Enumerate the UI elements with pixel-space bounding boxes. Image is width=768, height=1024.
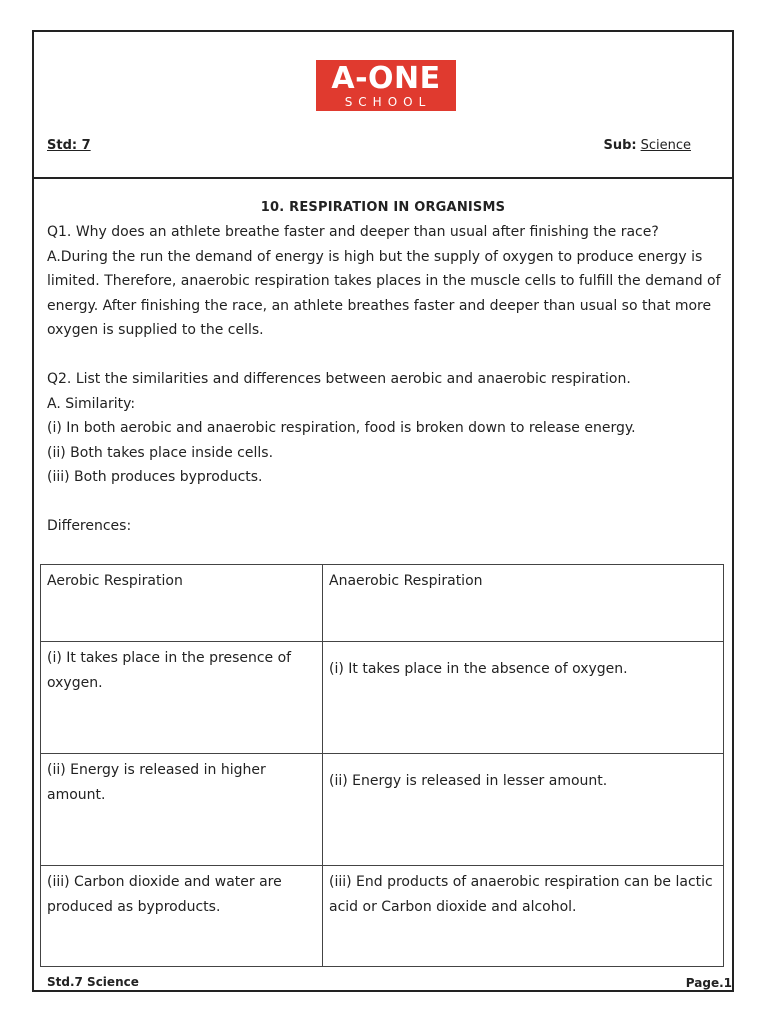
q1-answer: A.During the run the demand of energy is high but the supply of oxygen to produce energy is limited. Therefore, anaerobic respiration takes places in the muscle cells to fulfill the demand of energy. After finishing the race, an athlete breathes faster and deeper than usual so that more oxygen is supplied to the cells.	[47, 248, 721, 338]
q2-question: Q2. List the similarities and differences between aerobic and anaerobic respiration.	[47, 371, 631, 387]
table-cell: (iii) Carbon dioxide and water are produced as byproducts.	[41, 866, 323, 967]
similarity-item: (iii) Both produces byproducts.	[47, 469, 263, 485]
body-text	[47, 220, 727, 539]
table-cell: (ii) Energy is released in higher amount.	[41, 754, 323, 866]
similarity-item: (ii) Both takes place inside cells.	[47, 444, 274, 461]
table-header-row	[41, 565, 724, 642]
q1-question: Q1. Why does an athlete breathe faster and deeper than usual after finishing the race?	[47, 224, 659, 240]
subject-key: Sub:	[603, 138, 637, 153]
subject-value: Science	[640, 138, 691, 153]
table-cell: (iii) End products of anaerobic respiration can be lactic acid or Carbon dioxide and alcohol.	[323, 866, 724, 967]
page-number: Page.1	[685, 976, 732, 990]
page-frame	[32, 30, 734, 992]
table-cell: (i) It takes place in the presence of oxygen.	[41, 642, 323, 754]
logo-line2: SCHOOL	[344, 95, 432, 109]
school-logo	[316, 60, 456, 111]
table-cell: (ii) Energy is released in lesser amount.	[323, 754, 724, 866]
header-divider	[34, 177, 732, 179]
table-header-cell: Aerobic Respiration	[41, 565, 323, 642]
table-row	[41, 754, 724, 866]
table-row	[41, 866, 724, 967]
similarity-item: (i) In both aerobic and anaerobic respiration, food is broken down to release energy.	[47, 420, 636, 436]
standard-label: Std: 7	[47, 138, 91, 153]
table-header-cell: Anaerobic Respiration	[323, 565, 724, 642]
similarity-heading: A. Similarity:	[47, 395, 136, 412]
subject-label	[603, 138, 691, 153]
differences-heading: Differences:	[47, 518, 132, 534]
table-row	[41, 642, 724, 754]
chapter-title: 10. RESPIRATION IN ORGANISMS	[260, 200, 506, 215]
table-cell: (i) It takes place in the absence of oxygen.	[323, 642, 724, 754]
footer-left: Std.7 Science	[47, 975, 139, 989]
logo-line1: A-ONE	[331, 61, 441, 96]
differences-table	[40, 564, 724, 967]
